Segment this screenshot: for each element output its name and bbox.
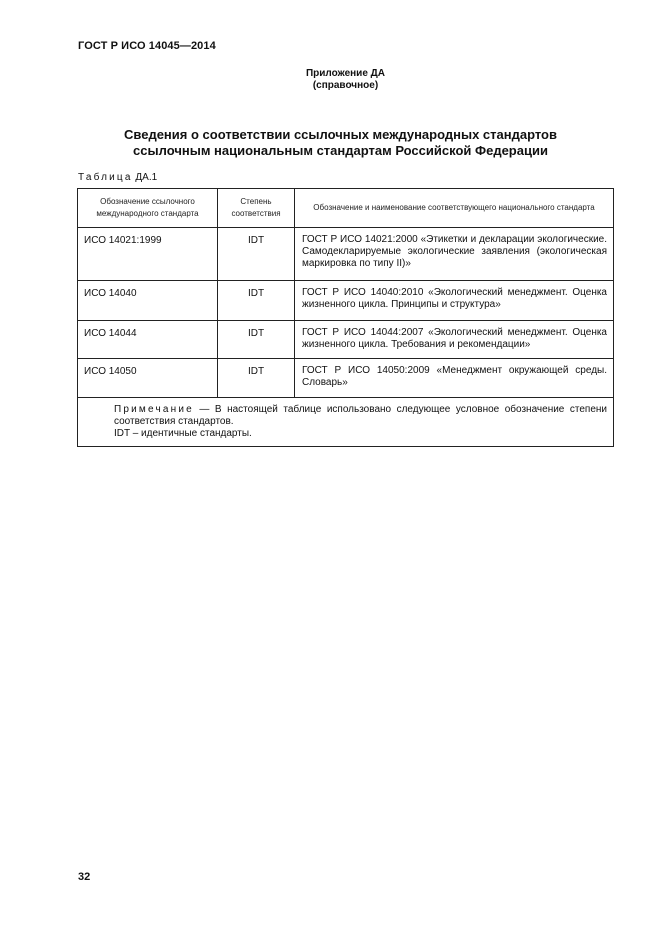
cell-national-standard: ГОСТ Р ИСО 14050:2009 «Менеджмент окружающей среды. Словарь» — [295, 359, 614, 398]
table-row — [78, 321, 614, 359]
note-legend: IDT – идентичные стандарты. — [114, 428, 252, 439]
cell-national-standard: ГОСТ Р ИСО 14040:2010 «Экологический менеджмент. Оценка жизненного цикла. Принципы и структура» — [295, 281, 614, 321]
column-header-national: Обозначение и наименование соответствующего национального стандарта — [295, 189, 614, 228]
note-label: Примечание — [114, 404, 194, 415]
table-row — [78, 359, 614, 398]
table-note — [78, 398, 614, 447]
column-header-international: Обозначение ссылочного международного стандарта — [78, 189, 218, 228]
cell-international-code: ИСО 14050 — [78, 359, 218, 398]
annex-heading — [0, 68, 661, 92]
table-header-row — [78, 189, 614, 228]
document-code: ГОСТ Р ИСО 14045—2014 — [78, 40, 216, 52]
cell-international-code: ИСО 14021:1999 — [78, 228, 218, 281]
cell-national-standard: ГОСТ Р ИСО 14021:2000 «Этикетки и декларации экологические. Самодекларируемые экологические заявления (экологическая маркировка по типу II)» — [295, 228, 614, 281]
page-title-line-2: ссылочным национальным стандартам Российской Федерации — [133, 143, 548, 158]
page-title — [70, 127, 611, 159]
cell-international-code: ИСО 14040 — [78, 281, 218, 321]
cell-degree: IDT — [218, 359, 295, 398]
correspondence-table — [77, 188, 614, 447]
table-row — [78, 228, 614, 281]
note-paragraph — [85, 404, 607, 428]
cell-degree: IDT — [218, 321, 295, 359]
note-text: — В настоящей таблице использовано следующее условное обозначение степени соответствия стандартов. — [114, 404, 607, 427]
annex-title: Приложение ДА — [305, 68, 386, 79]
cell-degree: IDT — [218, 228, 295, 281]
table-label-id: ДА.1 — [135, 172, 158, 183]
page-title-line-1: Сведения о соответствии ссылочных международных стандартов — [124, 127, 557, 142]
table-label — [78, 172, 157, 183]
table-label-word: Таблица — [78, 172, 133, 183]
cell-national-standard: ГОСТ Р ИСО 14044:2007 «Экологический менеджмент. Оценка жизненного цикла. Требования и рекомендации» — [295, 321, 614, 359]
table-row — [78, 281, 614, 321]
page-number: 32 — [78, 871, 91, 883]
table-note-row — [78, 398, 614, 447]
annex-subtitle: (справочное) — [312, 80, 379, 91]
column-header-degree: Степень соответствия — [218, 189, 295, 228]
cell-international-code: ИСО 14044 — [78, 321, 218, 359]
cell-degree: IDT — [218, 281, 295, 321]
